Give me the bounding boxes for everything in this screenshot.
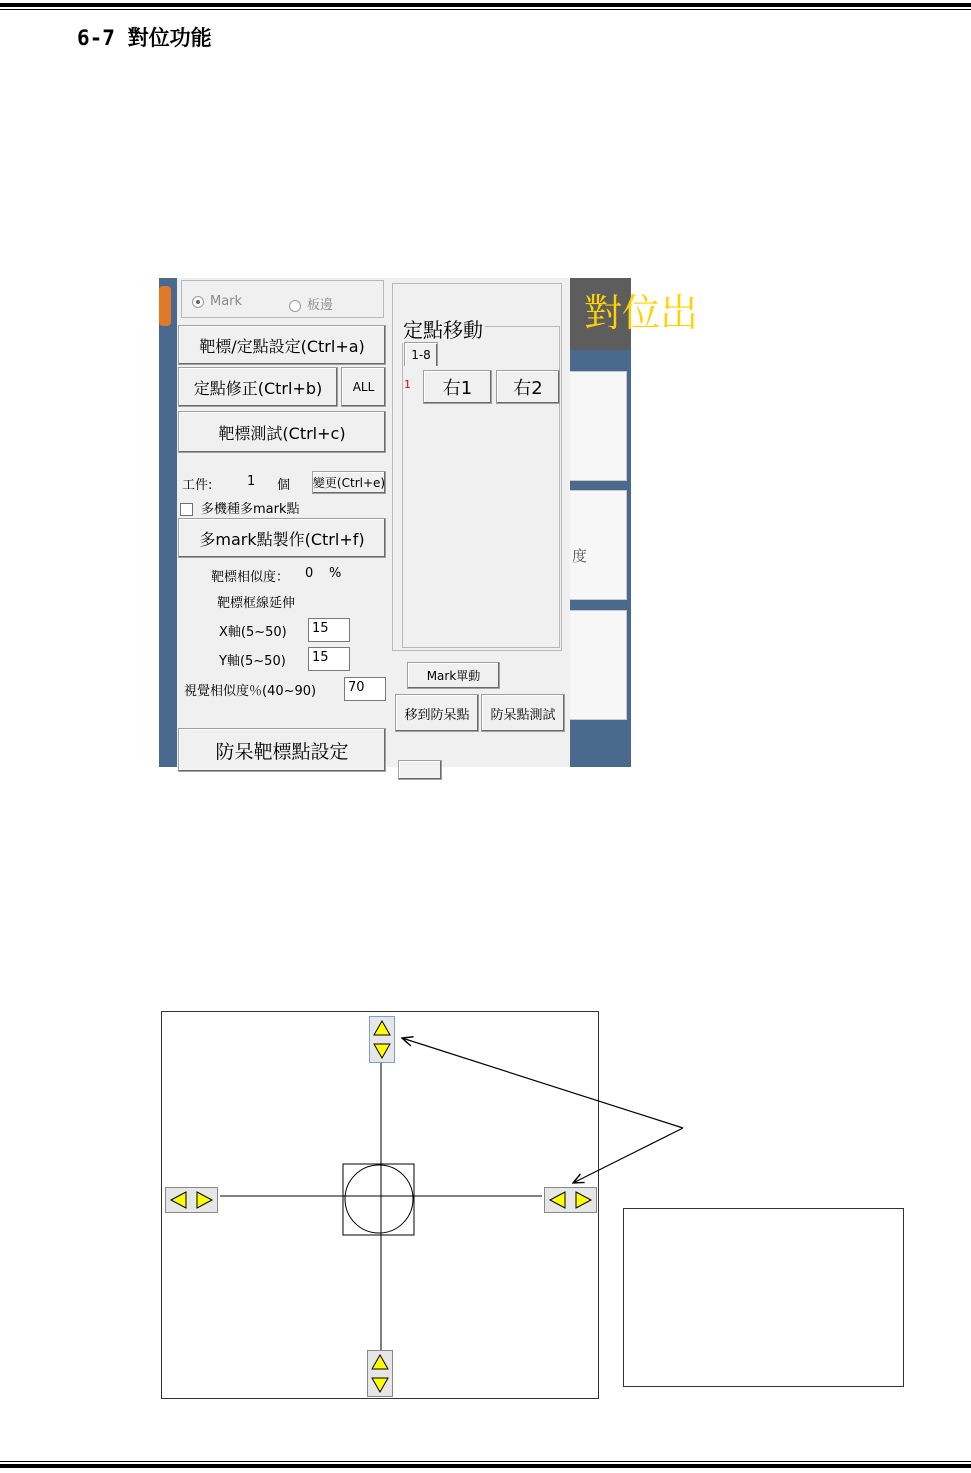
callout-note-box [623, 1208, 904, 1387]
target-test-button[interactable]: 靶標測試(Ctrl+c) [178, 411, 386, 453]
multi-model-checkbox[interactable] [180, 498, 300, 517]
top-rule-thin [0, 9, 971, 10]
fixed-point-move-column [390, 278, 570, 767]
side-text-fragment: 度 [572, 547, 588, 565]
radio-edge-label: 板邊 [307, 298, 334, 313]
top-adjust-control [369, 1016, 395, 1063]
alignment-screenshot [159, 278, 699, 767]
x-axis-label: X軸(5~50) [219, 625, 287, 640]
down-arrow-icon[interactable] [370, 1040, 394, 1062]
right-adjust-control [544, 1187, 597, 1213]
radio-mark-indicator[interactable] [192, 296, 204, 308]
target-similarity-value: 0 [305, 566, 314, 581]
right-panel-box-1 [569, 371, 627, 481]
row-index: 1 [404, 378, 411, 391]
move-to-foolproof-button[interactable]: 移到防呆點 [395, 694, 479, 732]
up-arrow-icon[interactable] [368, 1351, 392, 1373]
right-2-button[interactable]: 右2 [496, 370, 560, 404]
target-similarity-label: 靶標相似度： [211, 570, 290, 585]
vision-similarity-input[interactable]: 70 [344, 677, 386, 701]
fixed-point-move-title: 定點移動 [401, 314, 485, 343]
bottom-rule-thin [0, 1461, 971, 1462]
right-arrow-icon[interactable] [571, 1188, 596, 1212]
x-axis-input[interactable]: 15 [308, 618, 350, 642]
left-control-column [177, 278, 390, 767]
radio-edge-indicator[interactable] [289, 300, 301, 312]
target-fixed-point-setup-button[interactable]: 靶標/定點設定(Ctrl+a) [178, 325, 386, 365]
frame-extend-label: 靶標框線延伸 [217, 596, 296, 611]
section-heading: 6-7 對位功能 [77, 26, 212, 50]
center-target-circle [345, 1165, 413, 1233]
up-arrow-icon[interactable] [370, 1017, 394, 1039]
top-rule-thick [0, 3, 971, 7]
radio-edge[interactable] [289, 294, 333, 313]
work-count: 1 [247, 474, 256, 489]
y-axis-label: Y軸(5~50) [219, 654, 286, 669]
right-1-button[interactable]: 右1 [423, 370, 492, 404]
partial-button[interactable] [398, 760, 442, 780]
bottom-rule-thick [0, 1464, 971, 1468]
change-button[interactable]: 變更(Ctrl+e) [312, 471, 386, 494]
multi-model-checkbox-box[interactable] [180, 503, 193, 516]
foolproof-target-setup-button[interactable]: 防呆靶標點設定 [178, 728, 386, 772]
bottom-adjust-control [367, 1350, 393, 1397]
alignment-crosshair-diagram [161, 1011, 599, 1399]
app-logo-fragment [159, 286, 171, 326]
window-title-fragment: 對位岀 [584, 291, 699, 335]
foolproof-test-button[interactable]: 防呆點測試 [481, 694, 565, 732]
target-similarity-unit: % [329, 566, 342, 581]
left-arrow-icon[interactable] [166, 1188, 191, 1212]
vision-similarity-label: 視覺相似度％(40~90) [184, 684, 317, 699]
multi-mark-create-button[interactable]: 多mark點製作(Ctrl+f) [178, 518, 386, 558]
all-button[interactable]: ALL [341, 367, 386, 407]
left-arrow-icon[interactable] [545, 1188, 570, 1212]
y-axis-input[interactable]: 15 [308, 647, 350, 671]
fixed-point-correction-button[interactable]: 定點修正(Ctrl+b) [178, 367, 338, 407]
left-adjust-control [165, 1187, 218, 1213]
right-panel-box-3 [569, 610, 627, 720]
radio-mark-label: Mark [210, 294, 243, 309]
mark-single-move-button[interactable]: Mark單動 [407, 662, 500, 689]
multi-model-checkbox-label: 多機種多mark點 [201, 502, 300, 517]
right-arrow-icon[interactable] [192, 1188, 217, 1212]
app-background-left [159, 278, 177, 767]
crosshair-graphic [162, 1012, 600, 1400]
radio-mark[interactable] [192, 294, 242, 309]
work-unit: 個 [277, 478, 291, 493]
work-label: 工件: [182, 478, 213, 493]
tab-1-8[interactable]: 1-8 [404, 342, 438, 366]
down-arrow-icon[interactable] [368, 1374, 392, 1396]
mode-radio-group [181, 280, 384, 318]
